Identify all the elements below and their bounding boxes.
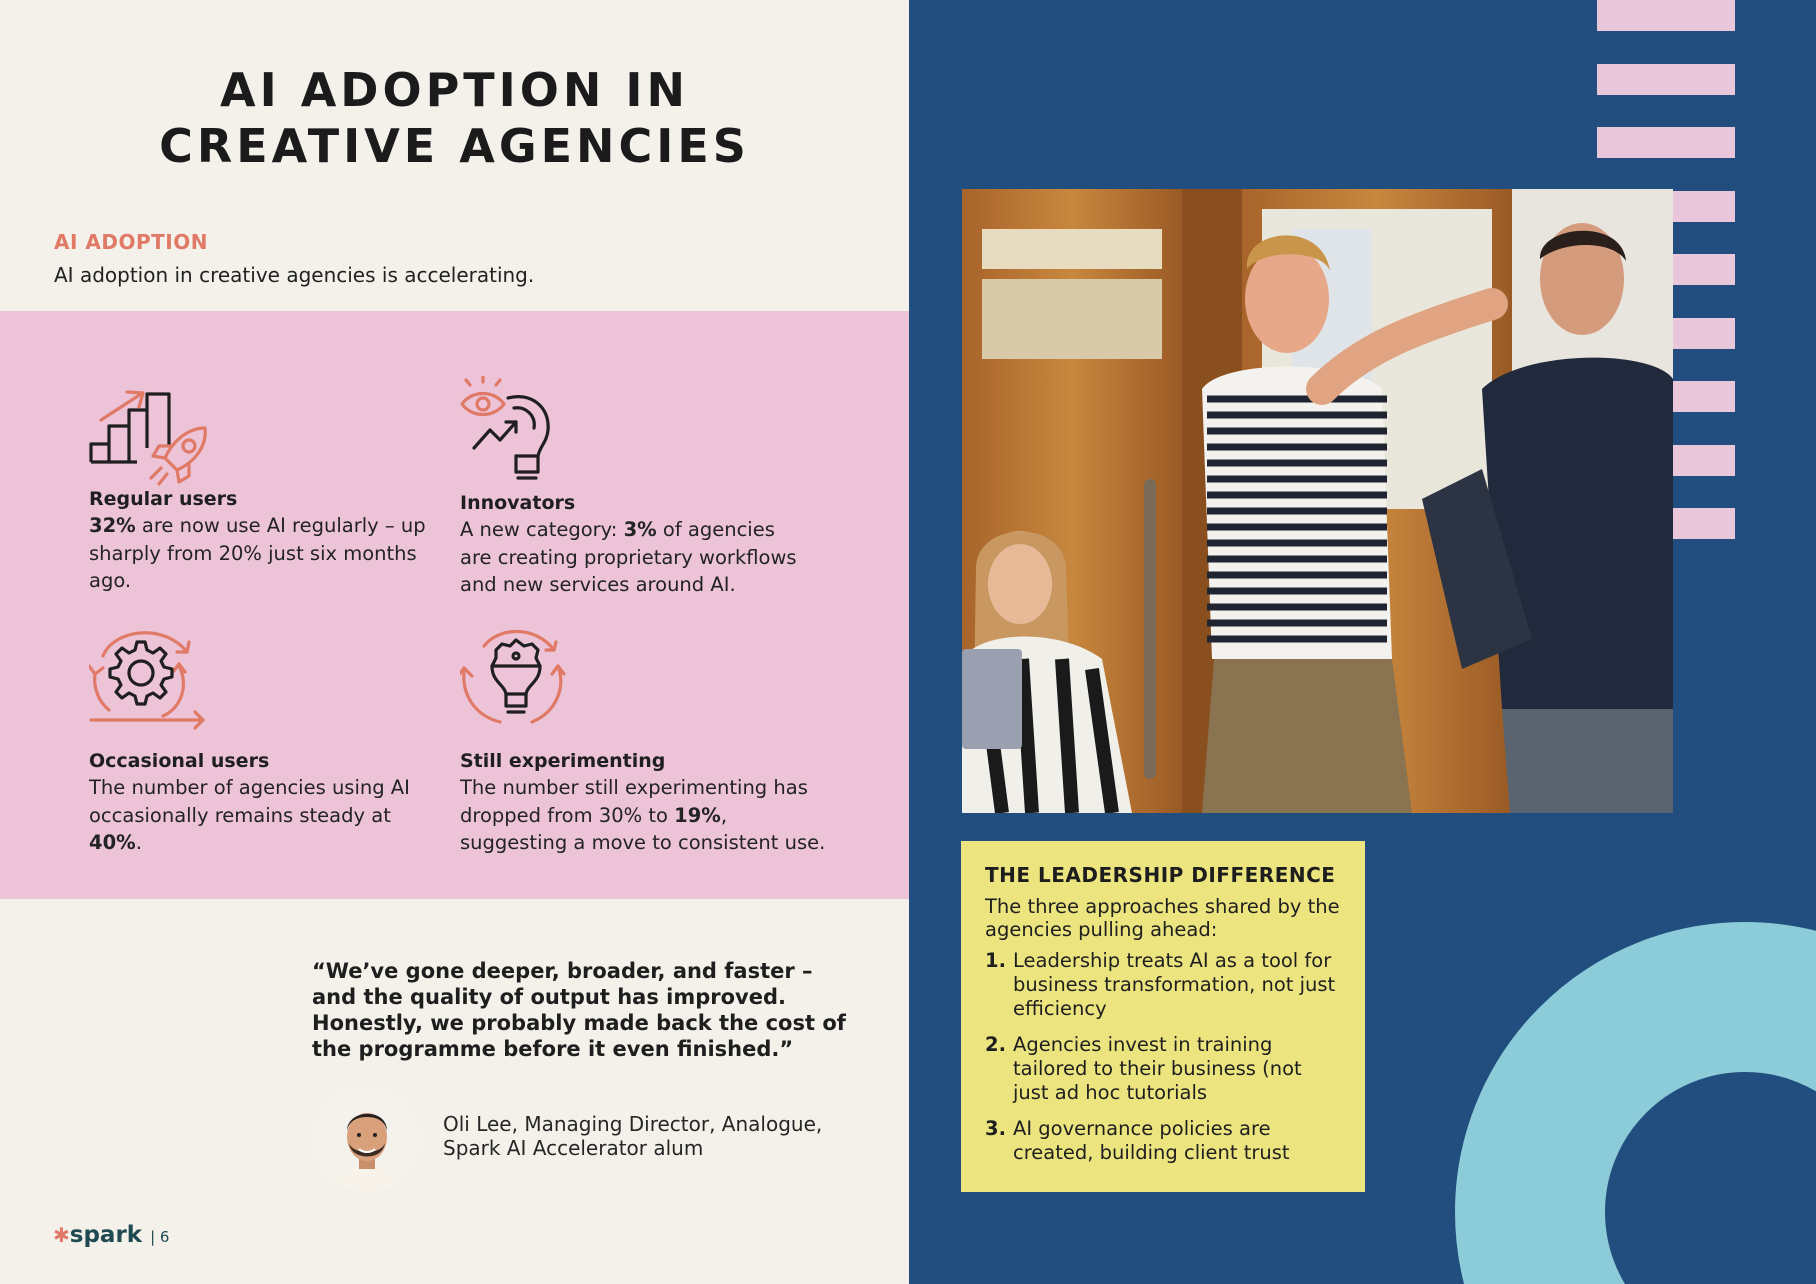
stat-description-pre: The number still experimenting has dropped from 30% to xyxy=(460,776,808,827)
stat-description-post: , suggesting a move to consistent use. xyxy=(460,803,826,854)
stat-description-post: of agencies are creating proprietary workflows and new services around AI. xyxy=(460,518,797,596)
stat-description-post: . xyxy=(135,831,142,854)
gear-cycle-icon xyxy=(89,626,213,736)
stat-description-pre: The number of agencies using AI occasionally remains steady at xyxy=(89,776,410,827)
stat-text xyxy=(89,512,429,595)
list-number: 3. xyxy=(985,1117,1006,1140)
list-item xyxy=(985,1117,1341,1165)
title-line-2: CREATIVE AGENCIES xyxy=(159,119,750,173)
stat-heading: Innovators xyxy=(460,492,576,514)
section-label: AI ADOPTION xyxy=(54,230,208,254)
list-text: Leadership treats AI as a tool for business transformation, not just efficiency xyxy=(1013,949,1336,1020)
footer xyxy=(53,1222,169,1248)
stat-still-experimenting xyxy=(460,626,840,857)
list-number: 1. xyxy=(985,949,1006,972)
stat-value: 40% xyxy=(89,831,136,854)
avatar xyxy=(313,1085,421,1193)
eye-lightbulb-icon xyxy=(460,376,584,486)
testimonial-quote: “We’ve gone deeper, broader, and faster – and the quality of output has improved. Honestly, we probably made back the cost of the programme before it even finished.” xyxy=(312,959,846,1061)
team-photo-image xyxy=(962,189,1673,813)
leadership-list xyxy=(985,949,1341,1165)
stat-value: 3% xyxy=(623,518,657,541)
growth-rocket-icon xyxy=(89,376,213,486)
list-number: 2. xyxy=(985,1033,1006,1056)
stat-heading: Occasional users xyxy=(89,750,270,772)
list-item xyxy=(985,1033,1341,1105)
brand-logo: spark xyxy=(69,1222,143,1248)
decorative-stripe xyxy=(1597,127,1735,158)
stat-value: 19% xyxy=(674,803,721,827)
stat-text xyxy=(460,516,800,599)
leadership-intro: The three approaches shared by the agencies pulling ahead: xyxy=(985,895,1340,941)
stat-description-pre: A new category: xyxy=(460,518,624,541)
stat-description: are now use AI regularly – up sharply from 20% just six months ago. xyxy=(89,514,426,592)
stat-text xyxy=(89,774,429,857)
list-item xyxy=(985,949,1341,1021)
stat-innovators xyxy=(460,376,800,599)
page-number: | 6 xyxy=(150,1228,170,1246)
page-title xyxy=(0,62,909,174)
decorative-stripe xyxy=(1597,0,1735,31)
title-line-1: AI ADOPTION IN xyxy=(219,63,690,117)
stat-occasional-users xyxy=(89,626,429,857)
lightbulb-cycle-icon xyxy=(460,626,584,736)
decorative-arch xyxy=(1455,922,1816,1284)
stat-text xyxy=(460,774,840,857)
stat-value: 32% xyxy=(89,514,136,537)
stat-regular-users xyxy=(89,376,429,595)
stat-heading: Still experimenting xyxy=(460,750,666,772)
stat-heading: Regular users xyxy=(89,488,238,510)
person-portrait-icon xyxy=(313,1085,421,1193)
leadership-heading: THE LEADERSHIP DIFFERENCE xyxy=(985,863,1336,887)
section-intro: AI adoption in creative agencies is accelerating. xyxy=(54,263,535,287)
team-photo xyxy=(962,189,1673,813)
leadership-box xyxy=(961,841,1365,1192)
right-page xyxy=(909,0,1816,1284)
list-text: Agencies invest in training tailored to their business (not just ad hoc tutorials xyxy=(1013,1033,1302,1104)
spark-logo-icon: ✱ xyxy=(53,1223,70,1247)
decorative-stripe xyxy=(1597,64,1735,95)
attribution-line-1: Oli Lee, Managing Director, Analogue, xyxy=(443,1112,823,1136)
quote-attribution xyxy=(443,1112,822,1160)
stats-panel xyxy=(0,311,909,899)
list-text: AI governance policies are created, building client trust xyxy=(1013,1117,1290,1164)
attribution-line-2: Spark AI Accelerator alum xyxy=(443,1136,704,1160)
